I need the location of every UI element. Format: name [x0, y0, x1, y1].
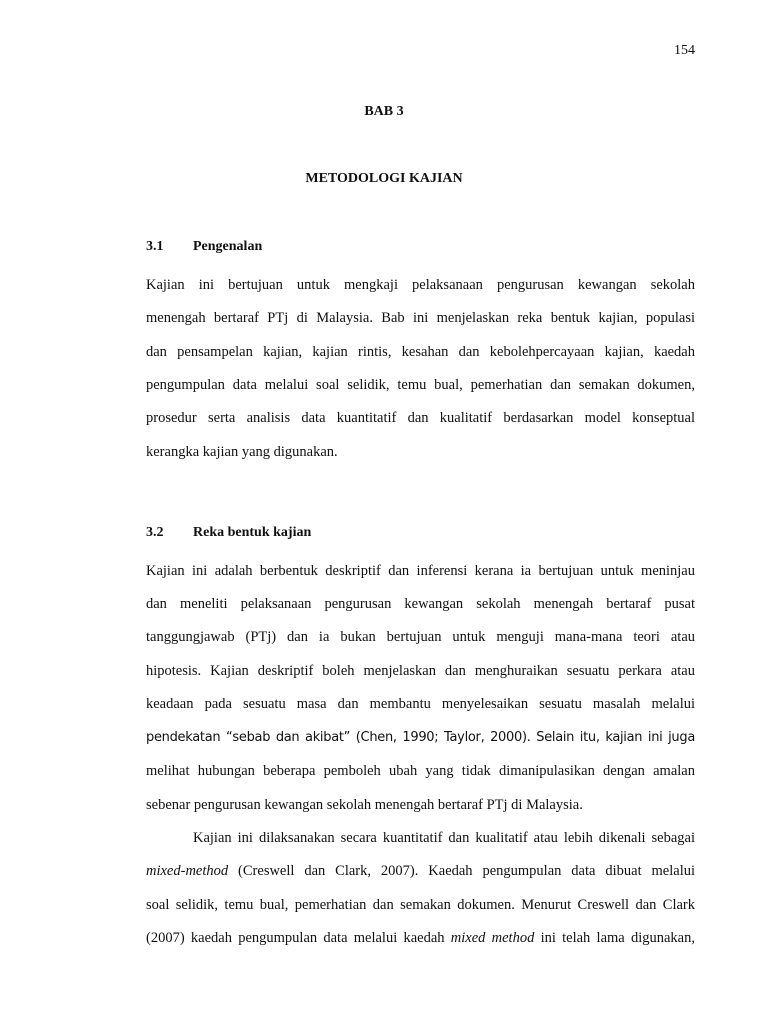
- paragraph-line: Kajian ini adalah berbentuk deskriptif dan inferensi kerana ia bertujuan untuk meninjau: [146, 563, 695, 579]
- paragraph-line: melihat hubungan beberapa pemboleh ubah yang tidak dimanipulasikan dengan amalan: [146, 763, 695, 779]
- section-number: 3.2: [146, 525, 164, 540]
- paragraph-line: keadaan pada sesuatu masa dan membantu menyelesaikan sesuatu masalah melalui: [146, 696, 695, 712]
- section-heading-3-1: [146, 239, 262, 255]
- paragraph-line: Kajian ini bertujuan untuk mengkaji pelaksanaan pengurusan kewangan sekolah: [146, 277, 695, 293]
- chapter-title: METODOLOGI KAJIAN: [305, 171, 463, 186]
- paragraph-line: menengah bertaraf PTj di Malaysia. Bab ini menjelaskan reka bentuk kajian, populasi: [146, 310, 695, 326]
- paragraph-line: pengumpulan data melalui soal selidik, temu bual, pemerhatian dan semakan dokumen,: [146, 377, 695, 393]
- section-title: Reka bentuk kajian: [193, 525, 312, 540]
- paragraph-line: kerangka kajian yang digunakan.: [146, 444, 338, 460]
- section-heading-3-2: [146, 525, 311, 541]
- page-number: 154: [674, 43, 695, 58]
- paragraph-line-mixed: [146, 929, 695, 947]
- paragraph-text: (2007) kaedah pengumpulan data melalui kaedah: [146, 930, 451, 946]
- chapter-label: BAB 3: [364, 104, 404, 119]
- italic-term: mixed method: [450, 930, 535, 946]
- section-number: 3.1: [146, 239, 164, 254]
- paragraph-line-mixed: [146, 862, 695, 880]
- paragraph-line: dan pensampelan kajian, kajian rintis, kesahan dan kebolehpercayaan kajian, kaedah: [146, 344, 695, 360]
- italic-term: mixed-method: [146, 863, 229, 879]
- paragraph-line: soal selidik, temu bual, pemerhatian dan semakan dokumen. Menurut Creswell dan Clark: [146, 897, 695, 913]
- paragraph-line: tanggungjawab (PTj) dan ia bukan bertujuan untuk menguji mana-mana teori atau: [146, 629, 695, 645]
- section-title: Pengenalan: [193, 239, 263, 254]
- paragraph-line: dan meneliti pelaksanaan pengurusan kewangan sekolah menengah bertaraf pusat: [146, 596, 695, 612]
- paragraph-text: ini telah lama digunakan,: [534, 930, 695, 946]
- paragraph-line-alt-font: pendekatan “sebab dan akibat” (Chen, 1990; Taylor, 2000). Selain itu, kajian ini juga: [146, 730, 695, 745]
- paragraph-text: (Creswell dan Clark, 2007). Kaedah pengumpulan data dibuat melalui: [228, 863, 695, 879]
- paragraph-line: sebenar pengurusan kewangan sekolah menengah bertaraf PTj di Malaysia.: [146, 797, 583, 813]
- paragraph-line: hipotesis. Kajian deskriptif boleh menjelaskan dan menghuraikan sesuatu perkara atau: [146, 663, 695, 679]
- paragraph-line: prosedur serta analisis data kuantitatif dan kualitatif berdasarkan model konseptual: [146, 410, 695, 426]
- paragraph-line: Kajian ini dilaksanakan secara kuantitatif dan kualitatif atau lebih dikenali sebagai: [193, 830, 695, 846]
